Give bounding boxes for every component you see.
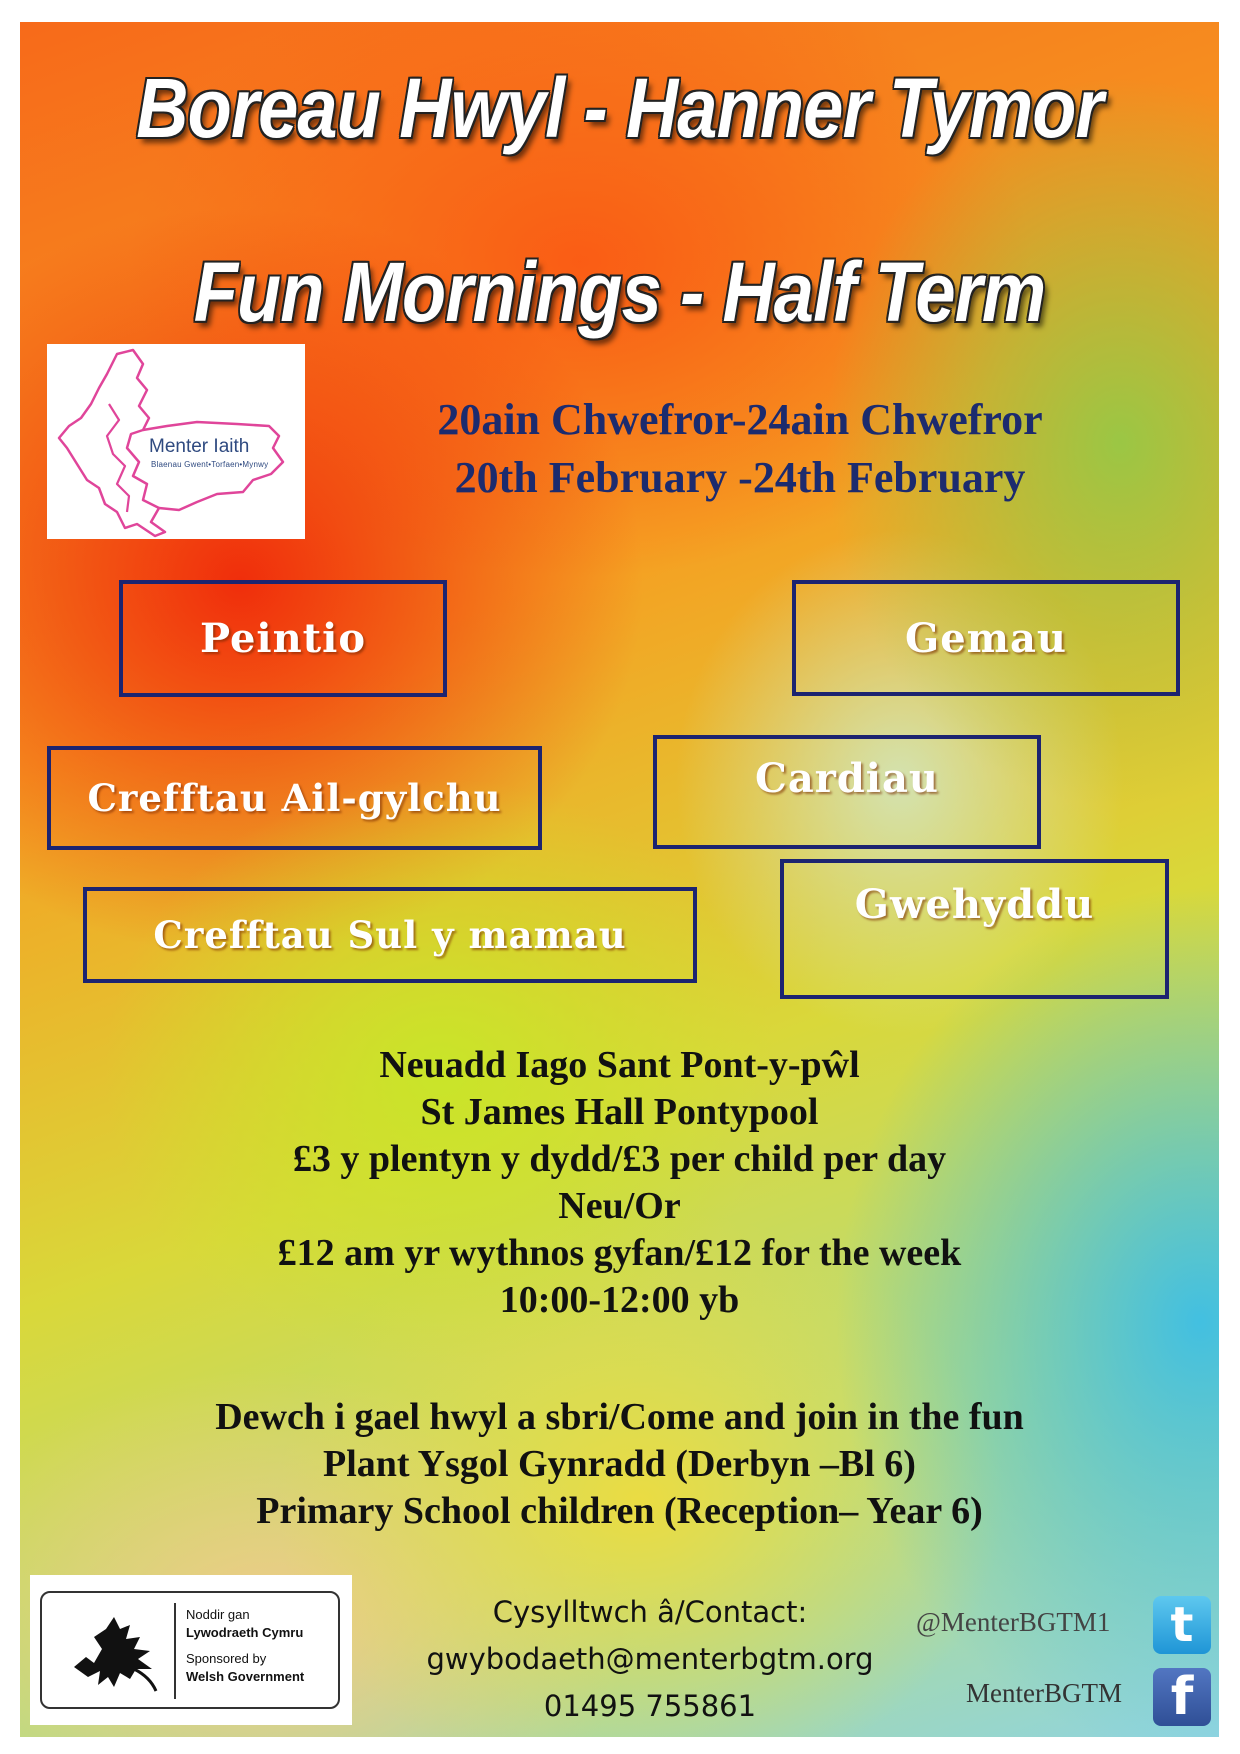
sponsor-box xyxy=(40,1591,340,1709)
facebook-handle[interactable]: MenterBGTM xyxy=(966,1678,1122,1708)
activity-weaving: Gwehyddu xyxy=(780,859,1169,999)
logo-name: Menter Iaith xyxy=(149,436,250,457)
sponsor-line-3: Sponsored by xyxy=(186,1651,267,1666)
venue-english: St James Hall Pontypool xyxy=(420,1091,819,1133)
activity-cards: Cardiau xyxy=(653,735,1041,849)
activity-mothers-day-crafts: Crefftau Sul y mamau xyxy=(83,887,697,983)
dates-welsh: 20ain Chwefror-24ain Chwefror xyxy=(437,395,1043,444)
audience-welsh: Plant Ysgol Gynradd (Derbyn –Bl 6) xyxy=(323,1443,916,1485)
poster-title-welsh: Boreau Hwyl - Hanner Tymor xyxy=(136,61,1103,155)
facebook-icon[interactable]: f xyxy=(1153,1668,1211,1726)
contact-block xyxy=(360,1589,940,1730)
dates-english: 20th February -24th February xyxy=(454,453,1026,502)
activity-recycling-crafts: Crefftau Ail-gylchu xyxy=(47,746,542,850)
twitter-handle[interactable]: @MenterBGTM1 xyxy=(916,1607,1111,1637)
price-per-day: £3 y plentyn y dydd/£3 per child per day xyxy=(292,1138,947,1180)
audience-english: Primary School children (Reception– Year 6) xyxy=(256,1490,983,1532)
invite-text: Dewch i gael hwyl a sbri/Come and join in the fun xyxy=(215,1396,1024,1438)
welsh-dragon-icon xyxy=(64,1607,164,1697)
poster-title-english: Fun Mornings - Half Term xyxy=(193,245,1046,339)
activity-painting: Peintio xyxy=(119,580,447,697)
venue-welsh: Neuadd Iago Sant Pont-y-pŵl xyxy=(379,1044,860,1086)
contact-phone[interactable]: 01495 755861 xyxy=(543,1689,757,1723)
sponsor-divider xyxy=(174,1603,176,1699)
welsh-government-sponsor-logo xyxy=(30,1575,352,1725)
price-or: Neu/Or xyxy=(558,1185,681,1227)
poster-background xyxy=(20,22,1219,1737)
logo-subtitle: Blaenau Gwent•Torfaen•Mynwy xyxy=(151,460,269,469)
price-per-week: £12 am yr wythnos gyfan/£12 for the week xyxy=(277,1232,962,1274)
sponsor-line-2: Lywodraeth Cymru xyxy=(186,1625,304,1640)
activity-games: Gemau xyxy=(792,580,1180,696)
sponsor-line-4: Welsh Government xyxy=(186,1669,305,1684)
sponsor-line-1: Noddir gan xyxy=(186,1607,250,1622)
event-audience xyxy=(20,1394,1219,1535)
menter-iaith-logo xyxy=(47,344,305,539)
twitter-icon[interactable]: t xyxy=(1153,1596,1211,1654)
contact-label: Cysylltwch â/Contact: xyxy=(492,1595,808,1629)
event-details xyxy=(20,1042,1219,1324)
contact-email[interactable]: gwybodaeth@menterbgtm.org xyxy=(426,1642,874,1676)
event-time: 10:00-12:00 yb xyxy=(499,1279,740,1321)
